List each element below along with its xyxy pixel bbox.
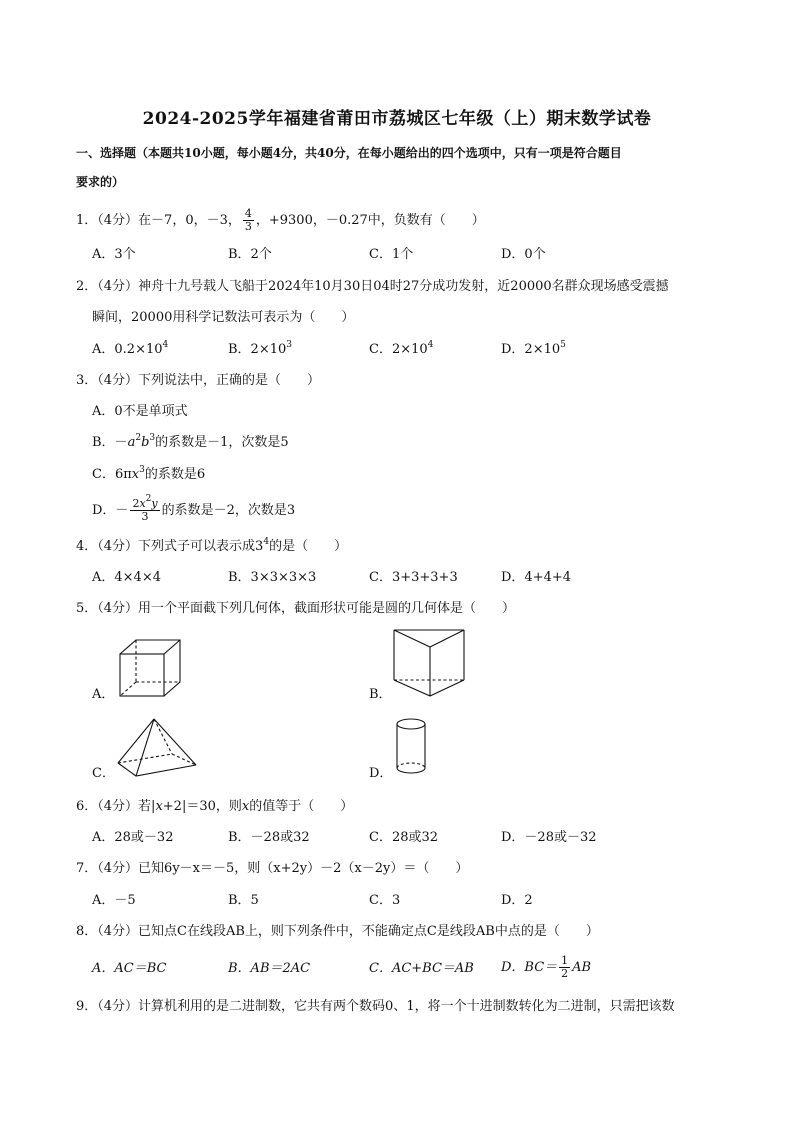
q4-stem-post: 的是（ ） bbox=[269, 539, 348, 554]
q1-option-d[interactable]: D．0个 bbox=[501, 247, 546, 262]
q6-stem-pre: 6．（4分）若| bbox=[76, 799, 156, 814]
q1-option-a[interactable]: A．3个 bbox=[92, 247, 136, 262]
q8-option-d[interactable] bbox=[501, 952, 591, 984]
q1-fraction bbox=[243, 208, 254, 233]
question-6-stem bbox=[76, 797, 736, 817]
q8-d-pre: D．BC＝ bbox=[501, 960, 558, 975]
q6-option-b[interactable]: B．－28或32 bbox=[228, 830, 310, 845]
question-9-line1: 9．（4分）计算机利用的是二进制数，它共有两个数码0、1，将一个十进制数转化为二进制，只需把该数 bbox=[76, 999, 675, 1014]
q5-option-d-label[interactable]: D． bbox=[369, 766, 393, 781]
q2-option-a[interactable] bbox=[92, 340, 168, 360]
q1-option-b[interactable]: B．2个 bbox=[228, 247, 272, 262]
q6-stem-x2: x bbox=[241, 799, 250, 814]
q3-b-b-exp: 3 bbox=[149, 433, 156, 443]
q5-option-b-label[interactable]: B． bbox=[369, 687, 392, 702]
q3-d-den: 3 bbox=[141, 510, 149, 523]
page-title: 2024-2025学年福建省莆田市荔城区七年级（上）期末数学试卷 bbox=[142, 109, 652, 129]
q7-option-a[interactable]: A．－5 bbox=[92, 893, 136, 908]
q4-option-c[interactable]: C．3+3+3+3 bbox=[369, 570, 458, 585]
q8-d-num: 1 bbox=[561, 954, 569, 967]
q4-stem-exp: 4 bbox=[263, 537, 270, 547]
section-heading-line1: 一、选择题（本题共10小题，每小题4分，共40分，在每小题给出的四个选项中，只有一项是符合题目 bbox=[76, 146, 622, 160]
q6-option-c[interactable]: C．28或32 bbox=[369, 830, 439, 845]
q3-d-num-coef: 2 bbox=[132, 497, 140, 510]
q2-option-b-exp: 3 bbox=[286, 340, 292, 350]
q4-option-d[interactable]: D．4+4+4 bbox=[501, 570, 572, 585]
q6-option-d[interactable]: D．－28或－32 bbox=[501, 830, 597, 845]
q8-option-a[interactable]: A．AC＝BC bbox=[92, 961, 167, 976]
q4-option-b[interactable]: B．3×3×3×3 bbox=[228, 570, 317, 585]
q3-d-fraction bbox=[130, 494, 159, 523]
q8-d-post: AB bbox=[572, 960, 592, 975]
q1-frac-den: 3 bbox=[244, 220, 252, 233]
q2-option-a-label: A．0.2×10 bbox=[92, 342, 163, 357]
q2-option-c[interactable] bbox=[369, 340, 433, 360]
question-2-line1: 2．（4分）神舟十九号载人飞船于2024年10月30日04时27分成功发射，近20000名群众现场感受震撼 bbox=[76, 279, 669, 294]
q3-option-b[interactable] bbox=[92, 433, 289, 453]
q2-option-c-exp: 4 bbox=[427, 340, 434, 350]
q3-option-d[interactable] bbox=[92, 496, 295, 526]
q5-option-c-label[interactable]: C． bbox=[92, 766, 115, 781]
q6-stem-x: x bbox=[155, 799, 163, 814]
q3-b-post: 的系数是－1，次数是5 bbox=[155, 435, 289, 450]
q7-option-b[interactable]: B．5 bbox=[228, 893, 259, 908]
q7-option-c[interactable]: C．3 bbox=[369, 893, 401, 908]
q3-d-num-exp: 2 bbox=[145, 494, 152, 504]
q3-d-num-y: y bbox=[151, 497, 158, 510]
cube-icon[interactable] bbox=[116, 636, 184, 700]
question-8-stem: 8．（4分）已知点C在线段AB上，则下列条件中，不能确定点C是线段AB中点的是（ ） bbox=[76, 924, 599, 939]
q4-stem-pre: 4．（4分）下列式子可以表示成3 bbox=[76, 539, 264, 554]
cylinder-icon[interactable] bbox=[393, 716, 429, 778]
q1-head: 1．（4分）在－7，0，－3， bbox=[76, 213, 241, 228]
q2-option-b[interactable] bbox=[228, 340, 292, 360]
question-7-stem: 7．（4分）已知6y－x＝－5，则（x+2y）－2（x－2y）＝（ ） bbox=[76, 861, 469, 876]
q3-option-c[interactable] bbox=[92, 465, 205, 485]
q6-option-a[interactable]: A．28或－32 bbox=[92, 830, 174, 845]
q2-option-a-exp: 4 bbox=[162, 340, 169, 350]
q2-option-d-label: D．2×10 bbox=[501, 342, 561, 357]
q2-option-d-exp: 5 bbox=[560, 340, 566, 350]
q3-d-post: 的系数是－2，次数是3 bbox=[161, 503, 296, 518]
q3-c-exp: 3 bbox=[139, 465, 145, 475]
q1-option-c[interactable]: C．1个 bbox=[369, 247, 414, 262]
q8-option-b[interactable]: B．AB＝2AC bbox=[228, 961, 311, 976]
q3-b-pre: B．－ bbox=[92, 435, 128, 450]
question-2-line2: 瞬间，20000用科学记数法可表示为（ ） bbox=[92, 310, 355, 325]
q5-option-a-label[interactable]: A． bbox=[92, 687, 115, 702]
q3-b-a-exp: 2 bbox=[135, 433, 142, 443]
q3-d-pre: D．－ bbox=[92, 503, 129, 518]
question-3-stem: 3．（4分）下列说法中，正确的是（ ） bbox=[76, 373, 321, 388]
q7-option-d[interactable]: D．2 bbox=[501, 893, 533, 908]
q3-c-post: 的系数是6 bbox=[144, 467, 206, 482]
q2-option-b-label: B．2×10 bbox=[228, 342, 287, 357]
q3-c-pre: C．6π bbox=[92, 467, 132, 482]
q1-frac-num: 4 bbox=[244, 207, 252, 220]
q2-option-d[interactable] bbox=[501, 340, 566, 360]
q6-stem-post: 的值等于（ ） bbox=[249, 799, 354, 814]
q8-d-den: 2 bbox=[561, 967, 569, 980]
q1-tail: ，+9300，－0.27中，负数有（ ） bbox=[255, 213, 485, 228]
q2-option-c-label: C．2×10 bbox=[369, 342, 428, 357]
q3-c-x: x bbox=[131, 467, 140, 482]
q8-option-c[interactable]: C．AC+BC＝AB bbox=[369, 961, 474, 976]
triangular-prism-icon[interactable] bbox=[390, 627, 470, 699]
question-5-stem: 5．（4分）用一个平面截下列几何体，截面形状可能是圆的几何体是（ ） bbox=[76, 601, 516, 616]
question-4-stem bbox=[76, 537, 736, 557]
pyramid-icon[interactable] bbox=[114, 716, 200, 780]
q3-d-num-x: x bbox=[139, 497, 146, 510]
question-1-stem bbox=[76, 208, 736, 233]
q3-b-a: a bbox=[127, 435, 136, 450]
q3-b-b: b bbox=[141, 435, 150, 450]
q8-d-fraction bbox=[559, 955, 570, 980]
q3-option-a[interactable]: A．0不是单项式 bbox=[92, 404, 188, 419]
section-heading-line2: 要求的） bbox=[76, 175, 125, 189]
q4-option-a[interactable]: A．4×4×4 bbox=[92, 570, 161, 585]
q6-stem-mid: +2|＝30，则 bbox=[162, 799, 242, 814]
